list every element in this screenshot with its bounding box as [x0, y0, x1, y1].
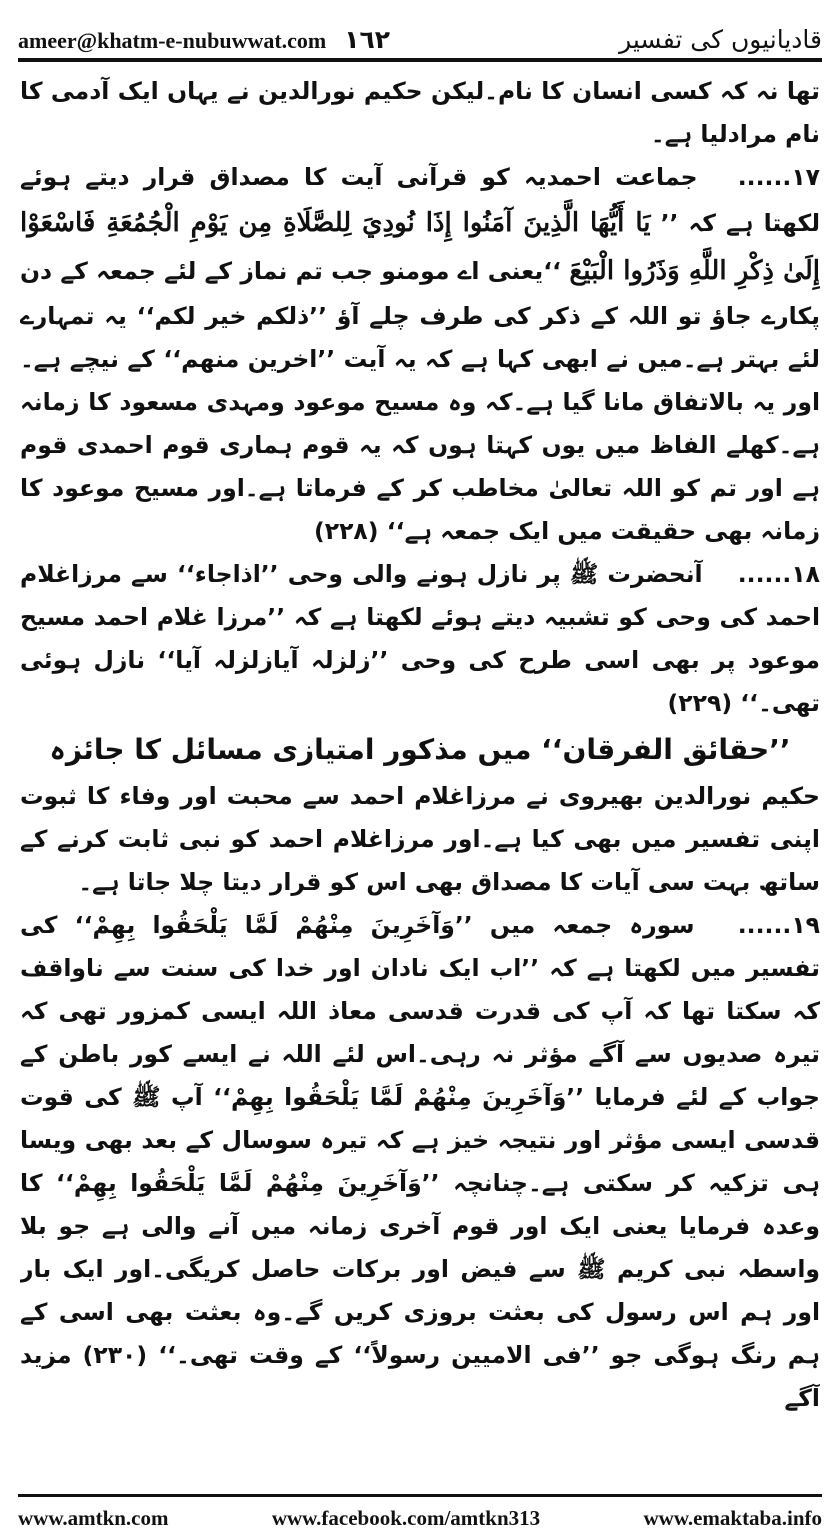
paragraph-19-text: سورہ جمعہ میں ’’وَآخَرِينَ مِنْهُمْ لَمَّا يَلْحَقُوا بِهِمْ‘‘ کی تفسیر میں لکھتا ہے کہ ’’اب ایک نادان اور خدا کی سنت سے ناواقف کہ سکتا تھا کہ آپ کی قدرت قدسی معاذ اللہ ایسی کمزور تھی کہ تیرہ صدیوں سے آگے مؤثر نہ رہی۔اس لئے اللہ نے ایسے کور باطن کے جواب کے لئے فرمایا ’’وَآخَرِينَ مِنْهُمْ لَمَّا يَلْحَقُوا بِهِمْ‘‘ آپ ﷺ کی قوت قدسی ایسی مؤثر اور نتیجہ خیز ہے کہ تیرہ سوسال کے بعد بھی ویسا ہی تزکیہ کر سکتی ہے۔چنانچہ ’’وَآخَرِينَ مِنْهُمْ لَمَّا يَلْحَقُوا بِهِمْ‘‘ کا وعدہ فرمایا یعنی ایک اور قوم آخری زمانہ میں آنے والی ہے جو بلا واسطہ نبی کریم ﷺ سے فیض اور برکات حاصل کریگی۔اور ایک بار اور ہم اس رسول کی بعثت بروزی کریں گے۔وہ بعثت بھی اسی کے ہم رنگ ہوگی جو ’’فی الامیین رسولاً‘‘ کے وقت تھی۔‘‘	[20, 911, 820, 1369]
paragraph-19-tail: مزید آگے	[20, 1341, 820, 1412]
footer-link-facebook[interactable]: www.facebook.com/amtkn313	[271, 1505, 541, 1530]
page-header	[18, 14, 822, 54]
header-left-group	[18, 25, 390, 54]
page-body	[20, 70, 820, 1482]
section-intro-paragraph: حکیم نورالدین بھیروی نے مرزاغلام احمد سے محبت اور وفاء کا ثبوت اپنی تفسیر میں بھی کیا ہے۔اور مرزاغلام احمد کو نبی ثابت کرنے کے ساتھ بہت سی آیات کا مصداق بھی اس کو قرار دیتا چلا جاتا ہے۔	[20, 782, 820, 896]
paragraph-18	[20, 553, 820, 725]
quran-verse: یَا أَيُّهَا الَّذِينَ آمَنُوا إِذَا نُودِيَ لِلصَّلَاةِ مِن يَوْمِ الْجُمُعَةِ فَاسْعَوْا إِلَىٰ ذِكْرِ اللَّهِ وَذَرُوا الْبَيْعَ	[20, 208, 820, 286]
header-email: ameer@khatm-e-nubuwwat.com	[18, 28, 327, 53]
paragraph-number-18: ١٨......	[737, 560, 820, 588]
reference-230: (٢٣٠)	[82, 1341, 148, 1369]
paragraph-number-17: ١٧......	[737, 163, 820, 191]
footer-link-amtkn[interactable]: www.amtkn.com	[18, 1505, 169, 1530]
paragraph-17-text-b: ‘‘یعنی اے مومنو جب تم نماز کے لئے جمعہ کے دن پکارے جاؤ تو اللہ کے ذکر کی طرف چلے آؤ ’’ذلکم خیر لکم‘‘ یہ تمہارے لئے بہتر ہے۔میں نے ابھی کہا ہے کہ یہ آیت ’’اخرین منھم‘‘ کے نیچے ہے۔اور یہ بالاتفاق مانا گیا ہے۔کہ وہ مسیح موعود ومہدی مسعود کا زمانہ ہے۔کھلے الفاظ میں یوں کہتا ہوں کہ یہ قوم ہماری قوم احمدی قوم ہے اور تم کو اللہ تعالیٰ مخاطب کر کے فرماتا ہے۔اور مسیح موعود کا زمانہ بھی حقیقت میں ایک جمعہ ہے‘‘	[20, 257, 820, 545]
page-footer	[18, 1505, 822, 1531]
section-heading: ’’حقائق الفرقان‘‘ میں مذکور امتیازی مسائل کا جائزہ	[49, 733, 791, 766]
intro-line: تھا نہ کہ کسی انسان کا نام۔لیکن حکیم نورالدین نے یہاں ایک آدمی کا نام مرادلیا ہے۔	[20, 77, 820, 148]
page-number: ١٦٢	[344, 25, 391, 54]
paragraph-17	[20, 156, 820, 553]
header-rule	[18, 58, 822, 62]
paragraph-17-text-a: جماعت احمدیہ کو قرآنی آیت کا مصداق قرار دیتے ہوئے لکھتا ہے کہ ’’	[20, 163, 820, 237]
footer-rule	[18, 1494, 822, 1497]
paragraph-number-19: ١٩......	[737, 911, 820, 939]
paragraph-19	[20, 904, 820, 1420]
paragraph-18-text: آنحضرت ﷺ پر نازل ہونے والی وحی ’’اذاجاء‘‘ سے مرزاغلام احمد کی وحی کو تشبیہ دیتے ہوئے لکھتا ہے کہ ’’مرزا غلام احمد مسیح موعود پر بھی اسی طرح کی وحی ’’زلزلہ آیازلزلہ آیا‘‘ نازل ہوئی تھی۔‘‘	[20, 560, 820, 717]
footer-link-emaktaba[interactable]: www.emaktaba.info	[643, 1505, 822, 1530]
book-title: قادیانیوں کی تفسیر	[619, 25, 822, 54]
reference-228: (٢٢٨)	[314, 517, 379, 545]
reference-229: (٢٢٩)	[667, 689, 733, 717]
